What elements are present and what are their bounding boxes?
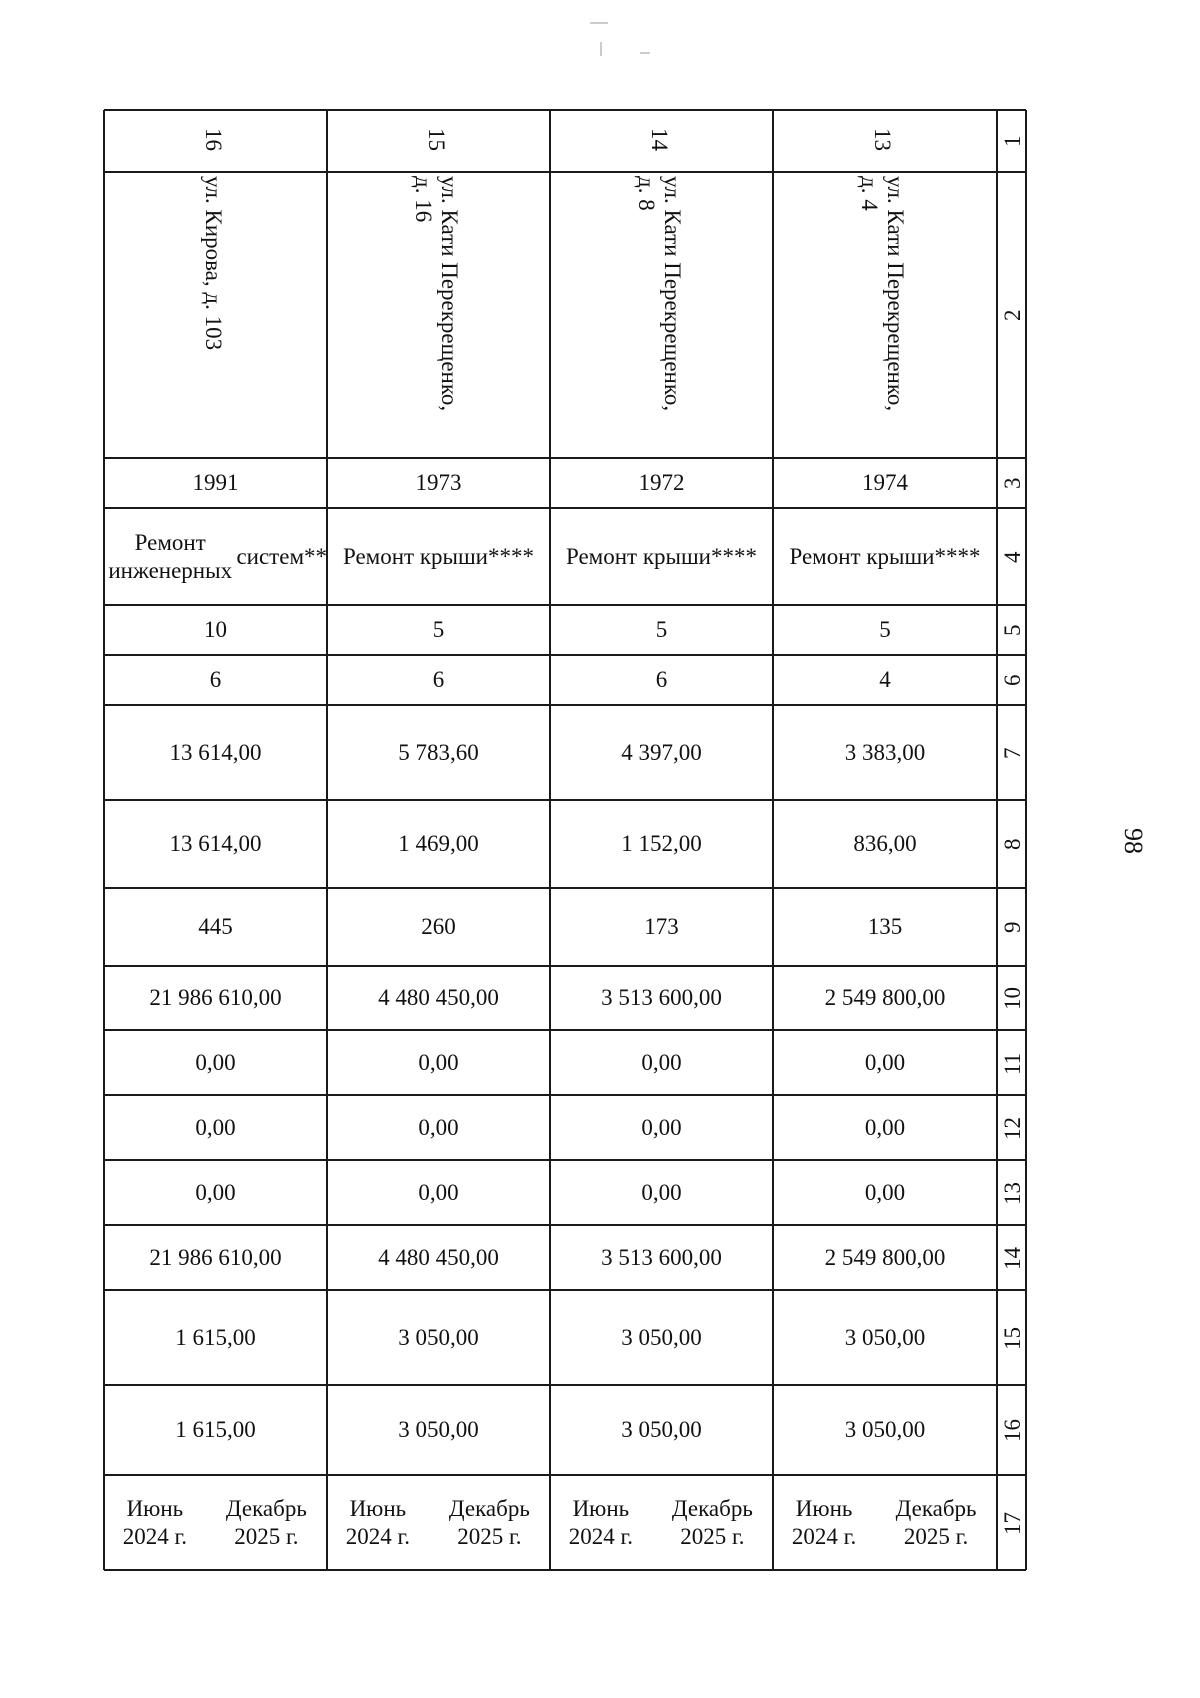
value-cell [550,1095,773,1160]
value-cell-text: 13 614,00 [169,831,262,857]
value-cell [327,800,550,888]
value-cell-text: 836,00 [853,831,917,857]
value-cell-text: 1 615,00 [175,1417,256,1443]
value-cell [550,966,773,1030]
work-type-cell-text: Ремонт крыши**** [342,543,534,569]
value-cell [773,655,997,705]
value-cell-text: 3 050,00 [398,1324,479,1350]
value-cell [550,1030,773,1095]
column-number: 2 [1000,309,1025,321]
value-cell [773,1160,997,1225]
address-cell [411,176,463,411]
period-cell [773,1475,997,1570]
year-cell [550,458,773,508]
column-number: 13 [1000,1181,1025,1205]
column-number: 14 [1000,1246,1025,1270]
year-cell [327,458,550,508]
value-cell [550,605,773,655]
work-type-cell [550,508,773,605]
value-cell-text: 3 513 600,00 [601,1244,722,1270]
year-cell-text: 1974 [862,470,908,496]
year-cell [773,458,997,508]
value-cell [104,1160,327,1225]
column-number: 3 [1000,477,1025,489]
value-cell-text: 4 397,00 [621,739,702,765]
value-cell-text: 1 469,00 [398,831,479,857]
value-cell-text: 10 [204,617,227,643]
value-cell-text: 0,00 [641,1179,682,1205]
period-cell-text: Декабрь 2025 г. [225,1496,307,1549]
value-cell [104,888,327,966]
value-cell [104,1030,327,1095]
value-cell-text: 260 [421,914,456,940]
value-cell-text: 6 [209,667,222,693]
value-cell-text: 0,00 [418,1049,459,1075]
address-line: ул. Кати Перекрещенко, [660,176,685,412]
value-cell-text: 21 986 610,00 [149,1244,282,1270]
period-cell-text: Июнь 2024 г. [345,1496,411,1549]
value-cell [773,1030,997,1095]
period-cell [104,1475,327,1570]
value-cell [773,966,997,1030]
value-cell-text: 5 [432,617,445,643]
scan-speck [600,42,602,56]
row-number: 15 [424,128,449,151]
address-cell [200,176,226,350]
value-cell [773,1385,997,1475]
year-cell-text: 1991 [192,470,239,496]
column-number: 6 [1000,674,1025,686]
value-cell [327,1290,550,1385]
column-number: 12 [1000,1116,1025,1140]
address-line: д. 16 [411,176,437,223]
work-type-cell-text: систем** [236,543,327,569]
value-cell [327,1385,550,1475]
column-number: 15 [1000,1326,1025,1350]
value-cell [104,705,327,800]
period-cell-text: Декабрь 2025 г. [448,1496,530,1549]
value-cell-text: 21 986 610,00 [149,985,282,1011]
value-cell-text: 3 050,00 [844,1324,926,1350]
value-cell [773,1225,997,1290]
value-cell [773,705,997,800]
value-cell [104,655,327,705]
value-cell [327,605,550,655]
value-cell [104,1290,327,1385]
work-type-cell [773,508,997,605]
value-cell [550,1225,773,1290]
page-number: 98 [1119,828,1148,854]
row-number: 14 [647,128,672,151]
value-cell [104,1385,327,1475]
value-cell [327,705,550,800]
value-cell-text: 135 [867,914,903,940]
value-cell [327,1225,550,1290]
value-cell-text: 173 [644,914,679,940]
value-cell-text: 6 [432,667,445,693]
value-cell [104,1095,327,1160]
value-cell [773,1290,997,1385]
year-cell-text: 1972 [638,470,685,496]
column-number: 1 [1000,135,1025,147]
column-number: 4 [1000,551,1025,563]
address-cell [857,176,909,411]
value-cell-text: 3 050,00 [621,1324,702,1350]
value-cell [550,705,773,800]
value-cell-text: 0,00 [864,1049,906,1075]
value-cell-text: 0,00 [418,1179,459,1205]
value-cell-text: 5 [879,617,891,643]
value-cell [550,1160,773,1225]
row-number: 16 [201,128,226,151]
value-cell-text: 0,00 [195,1179,236,1205]
value-cell-text: 1 152,00 [621,831,702,857]
address-line: ул. Кати Перекрещенко, [883,176,908,412]
work-type-cell-text: Ремонт крыши**** [565,543,757,569]
table-border-horizontal [104,109,1026,111]
year-cell [104,458,327,508]
value-cell [327,1160,550,1225]
value-cell [327,966,550,1030]
table-border-horizontal [104,171,1026,173]
value-cell-text: 4 480 450,00 [378,1244,499,1270]
value-cell-text: 5 783,60 [398,739,479,765]
value-cell [550,1290,773,1385]
value-cell-text: 0,00 [641,1049,682,1075]
period-cell-text: Июнь 2024 г. [568,1496,634,1549]
column-number: 11 [1000,1052,1025,1075]
value-cell-text: 0,00 [195,1114,236,1140]
value-cell [773,800,997,888]
value-cell-text: 13 614,00 [169,739,262,765]
column-number: 9 [1000,921,1025,933]
column-number: 5 [1000,624,1025,636]
work-type-cell [104,508,327,605]
value-cell [550,655,773,705]
value-cell-text: 3 050,00 [844,1417,926,1443]
value-cell [104,605,327,655]
value-cell-text: 0,00 [418,1114,459,1140]
value-cell [773,1095,997,1160]
value-cell-text: 4 [879,667,891,693]
period-cell [327,1475,550,1570]
value-cell-text: 3 513 600,00 [601,985,722,1011]
column-number: 16 [1000,1419,1025,1442]
value-cell-text: 4 480 450,00 [378,985,499,1011]
period-cell-text: Декабрь 2025 г. [895,1496,977,1549]
value-cell-text: 3 050,00 [398,1417,479,1443]
value-cell [773,888,997,966]
value-cell-text: 5 [655,617,668,643]
value-cell [550,1385,773,1475]
scan-speck [640,52,650,54]
column-number: 17 [1000,1511,1025,1535]
column-number: 8 [1000,838,1025,850]
value-cell [773,605,997,655]
value-cell-text: 0,00 [641,1114,682,1140]
value-cell-text: 0,00 [864,1114,906,1140]
value-cell-text: 1 615,00 [175,1324,256,1350]
value-cell-text: 2 549 800,00 [824,985,946,1011]
period-cell-text: Декабрь 2025 г. [671,1496,753,1549]
column-number: 7 [1000,747,1025,759]
period-cell [550,1475,773,1570]
value-cell-text: 6 [655,667,668,693]
value-cell [104,800,327,888]
scan-speck [590,22,608,24]
address-line: д. 4 [857,176,883,211]
work-type-cell-text: Ремонт крыши**** [789,543,981,569]
value-cell-text: 3 383,00 [844,739,926,765]
address-line: д. 8 [634,176,660,211]
work-type-cell [327,508,550,605]
value-cell [327,1095,550,1160]
value-cell-text: 3 050,00 [621,1417,702,1443]
value-cell [550,888,773,966]
value-cell-text: 445 [198,914,233,940]
row-number: 13 [870,128,895,151]
year-cell-text: 1973 [415,470,462,496]
period-cell-text: Июнь 2024 г. [122,1496,188,1549]
value-cell-text: 0,00 [195,1049,236,1075]
value-cell [327,888,550,966]
address-cell [634,176,686,411]
period-cell-text: Июнь 2024 г. [791,1496,857,1549]
work-type-cell-text: Ремонт инженерных [108,530,233,583]
address-line: ул. Кирова, д. 103 [201,176,226,351]
value-cell [550,800,773,888]
address-line: ул. Кати Перекрещенко, [437,176,462,412]
value-cell [327,1030,550,1095]
value-cell [104,1225,327,1290]
value-cell-text: 2 549 800,00 [824,1244,946,1270]
value-cell [104,966,327,1030]
column-number: 10 [1000,987,1025,1010]
value-cell-text: 0,00 [864,1179,906,1205]
value-cell [327,655,550,705]
